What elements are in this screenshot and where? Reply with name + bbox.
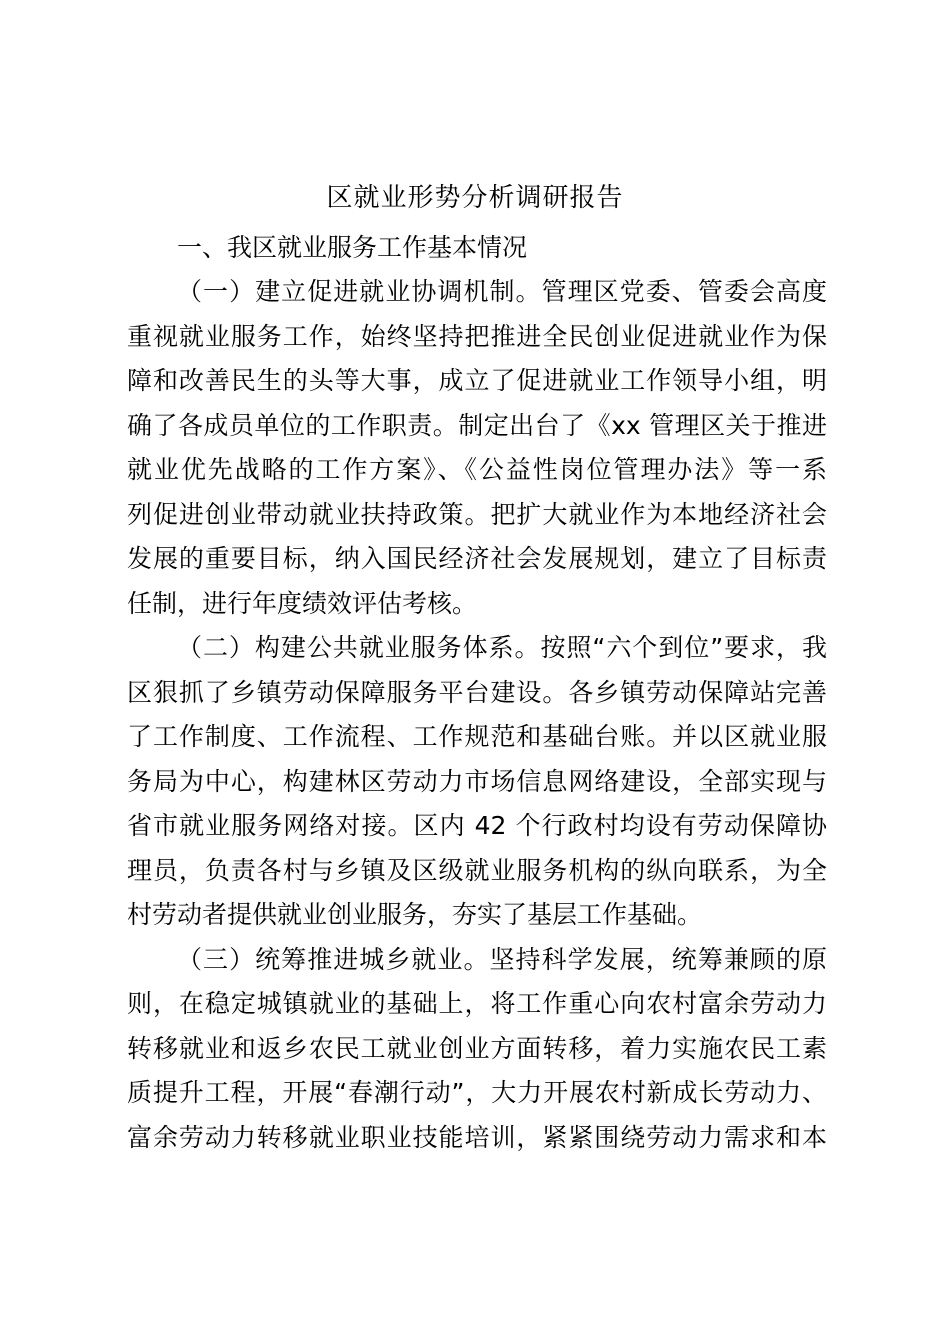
paragraph-3-line-4: 质提升工程，开展“春潮行动”，大力开展农村新成长劳动力、 (127, 1078, 827, 1107)
paragraph-1-line-7: 发展的重要目标，纳入国民经济社会发展规划，建立了目标责 (127, 544, 827, 573)
paragraph-2-line-6: 理员，负责各村与乡镇及区级就业服务机构的纵向联系，为全 (127, 856, 827, 885)
paragraph-1-line-2: 重视就业服务工作，始终坚持把推进全民创业促进就业作为保 (127, 322, 827, 351)
paragraph-1-line-5: 就业优先战略的工作方案》、《公益性岗位管理办法》等一系 (127, 455, 827, 484)
paragraph-1-line-6: 列促进创业带动就业扶持政策。把扩大就业作为本地经济社会 (127, 500, 827, 529)
document-title: 区就业形势分析调研报告 (326, 183, 624, 213)
paragraph-1-line-1: （一）建立促进就业协调机制。管理区党委、管委会高度 (177, 277, 827, 306)
paragraph-3-line-5: 富余劳动力转移就业职业技能培训，紧紧围绕劳动力需求和本 (127, 1123, 827, 1152)
paragraph-1-line-8: 任制，进行年度绩效评估考核。 (127, 589, 478, 618)
paragraph-1-line-4: 确了各成员单位的工作职责。制定出台了《xx 管理区关于推进 (127, 411, 827, 440)
paragraph-2-line-4: 务局为中心，构建林区劳动力市场信息网络建设，全部实现与 (127, 767, 827, 796)
paragraph-2-line-5: 省市就业服务网络对接。区内 42 个行政村均设有劳动保障协 (127, 811, 827, 840)
section-heading: 一、我区就业服务工作基本情况 (177, 233, 528, 262)
paragraph-2-line-7: 村劳动者提供就业创业服务，夯实了基层工作基础。 (127, 900, 703, 929)
paragraph-3-line-2: 则，在稳定城镇就业的基础上，将工作重心向农村富余劳动力 (127, 989, 827, 1018)
paragraph-2-line-3: 了工作制度、工作流程、工作规范和基础台账。并以区就业服 (127, 722, 827, 751)
paragraph-2-line-1: （二）构建公共就业服务体系。按照“六个到位”要求，我 (177, 633, 827, 662)
paragraph-2-line-2: 区狠抓了乡镇劳动保障服务平台建设。各乡镇劳动保障站完善 (127, 678, 827, 707)
paragraph-1-line-3: 障和改善民生的头等大事，成立了促进就业工作领导小组，明 (127, 366, 827, 395)
paragraph-3-line-3: 转移就业和返乡农民工就业创业方面转移，着力实施农民工素 (127, 1034, 827, 1063)
paragraph-3-line-1: （三）统筹推进城乡就业。坚持科学发展，统筹兼顾的原 (177, 945, 827, 974)
